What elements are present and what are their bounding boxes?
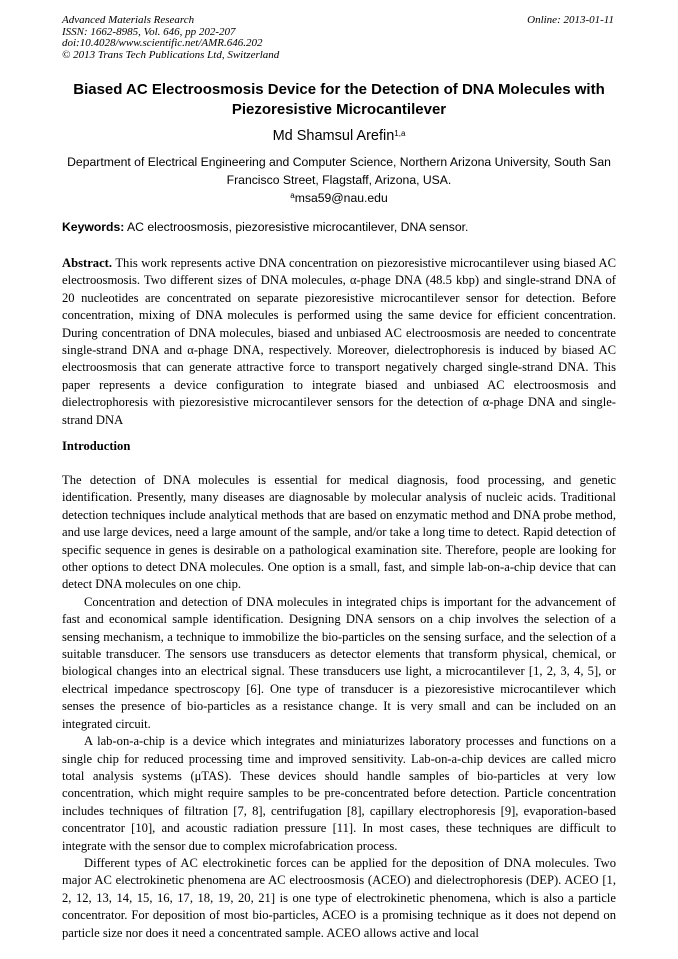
author-email: msa59@nau.edu xyxy=(294,191,388,205)
author-superscript: 1,a xyxy=(394,129,406,138)
abstract-text: This work represents active DNA concentration on piezoresistive microcantilever using biased AC electroosmosis. Two different sizes of DNA molecules, α-phage DNA (48.5 kbp) and single-strand DNA of 20 nucleotides are concentrated on separate piezoresistive microcantilever sensor for detection. Before concentration, mixing of DNA molecules is performed using the same device for efficient concentration. During concentration of DNA molecules, biased and unbiased AC electroosmosis are needed to concentrate single-strand DNA and α-phage DNA, respectively. Moreover, dielectrophoresis is induced by biased AC electroosmosis that can generate attractive force to transport negatively charged single-strand DNA. This paper represents a device configuration to integrate biased and unbiased AC electroosmosis and dielectrophoresis with piezoresistive microcantilever sensors for the detection of α-phage DNA and single-strand DNA xyxy=(62,256,617,427)
email-superscript: a xyxy=(290,191,295,200)
abstract xyxy=(62,255,616,429)
introduction-body xyxy=(62,472,616,942)
online-date: Online: 2013-01-11 xyxy=(527,14,614,26)
intro-paragraph: Concentration and detection of DNA molecules in integrated chips is important for the advancement of fast and economical sample identification. Designing DNA sensors on a chip involves the selection of a sensing mechanism, a technique to immobilize the bio-particles on the sensing surface, and the selection of a suitable transducer. The sensors use transducers as detector elements that transform physical, chemical, or biological changes into an electrical signal. These transducers use light, a microcantilever [1, 2, 3, 4, 5], or electrical impedance spectroscopy [6]. One type of transducer is a piezoresistive microcantilever which senses the presence of bio-particles as a resistance change. It is very small and can be included on an integrated circuit. xyxy=(62,594,616,731)
intro-paragraph: Different types of AC electrokinetic forces can be applied for the deposition of DNA molecules. Two major AC electrokinetic phenomena are AC electroosmosis (ACEO) and dielectrophoresis (DEP). ACEO [1, 2, 12, 13, 14, 15, 16, 17, 18, 19, 20, 21] is one type of electrokinetic phenomena, which is also a particle concentrator. For deposition of most bio-particles, ACEO is a promising technique as it does not depend on particle size nor does it need a concentrated sample. ACEO allows active and local xyxy=(62,855,616,940)
journal-name: Advanced Materials Research xyxy=(62,14,195,26)
doi-line: doi:10.4028/www.scientific.net/AMR.646.202 xyxy=(62,37,263,49)
copyright-line: © 2013 Trans Tech Publications Ltd, Switzerland xyxy=(62,48,280,61)
email-line xyxy=(40,190,638,206)
section-heading-introduction: Introduction xyxy=(62,439,131,453)
intro-paragraph: The detection of DNA molecules is essential for medical diagnosis, food processing, and genetic identification. Presently, many diseases are diagnosable by molecular analysis of nucleic acids. Traditional detection techniques include analytical methods that are based on enzymatic method and DNA probe method, and use large devices, need a large amount of the sample, and/or take a long time to detect. Rapid detection of specific sequence in genes is desirable on a pathological examination site. Therefore, people are looking for other options to detect DNA molecules. One option is a small, fast, and simple lab-on-a-chip device that can detect DNA molecules on one chip. xyxy=(62,473,616,592)
keywords xyxy=(62,219,622,235)
journal-header xyxy=(62,15,279,61)
issn-line: ISSN: 1662-8985, Vol. 646, pp 202-207 xyxy=(62,25,236,38)
affiliation: Department of Electrical Engineering and Computer Science, Northern Arizona University, South San Francisco Street, Flagstaff, Arizona, USA. xyxy=(67,155,611,187)
author-name: Md Shamsul Arefin xyxy=(272,128,395,144)
keywords-text: AC electroosmosis, piezoresistive microcantilever, DNA sensor. xyxy=(127,220,469,234)
paper-title: Biased AC Electroosmosis Device for the Detection of DNA Molecules with Piezoresistive Microcantilever xyxy=(73,81,605,118)
abstract-label: Abstract. xyxy=(62,256,113,270)
intro-paragraph: A lab-on-a-chip is a device which integrates and miniaturizes laboratory processes and functions on a single chip for reduced processing time and improved sensitivity. Lab-on-a-chip devices are called micro total analysis systems (μTAS). These devices should handle samples of bio-particles at very low concentration, which might require samples to be pre-concentrated before detection. Particle concentration includes techniques of filtration [7, 8], centrifugation [8], capillary electrophoresis [9], evaporation-based concentrator [10], and acoustic radiation pressure [11]. In most cases, these techniques are difficult to integrate with the sensor due to complex microfabrication process. xyxy=(62,734,616,853)
keywords-label: Keywords: xyxy=(62,220,125,234)
author-line xyxy=(40,127,638,145)
